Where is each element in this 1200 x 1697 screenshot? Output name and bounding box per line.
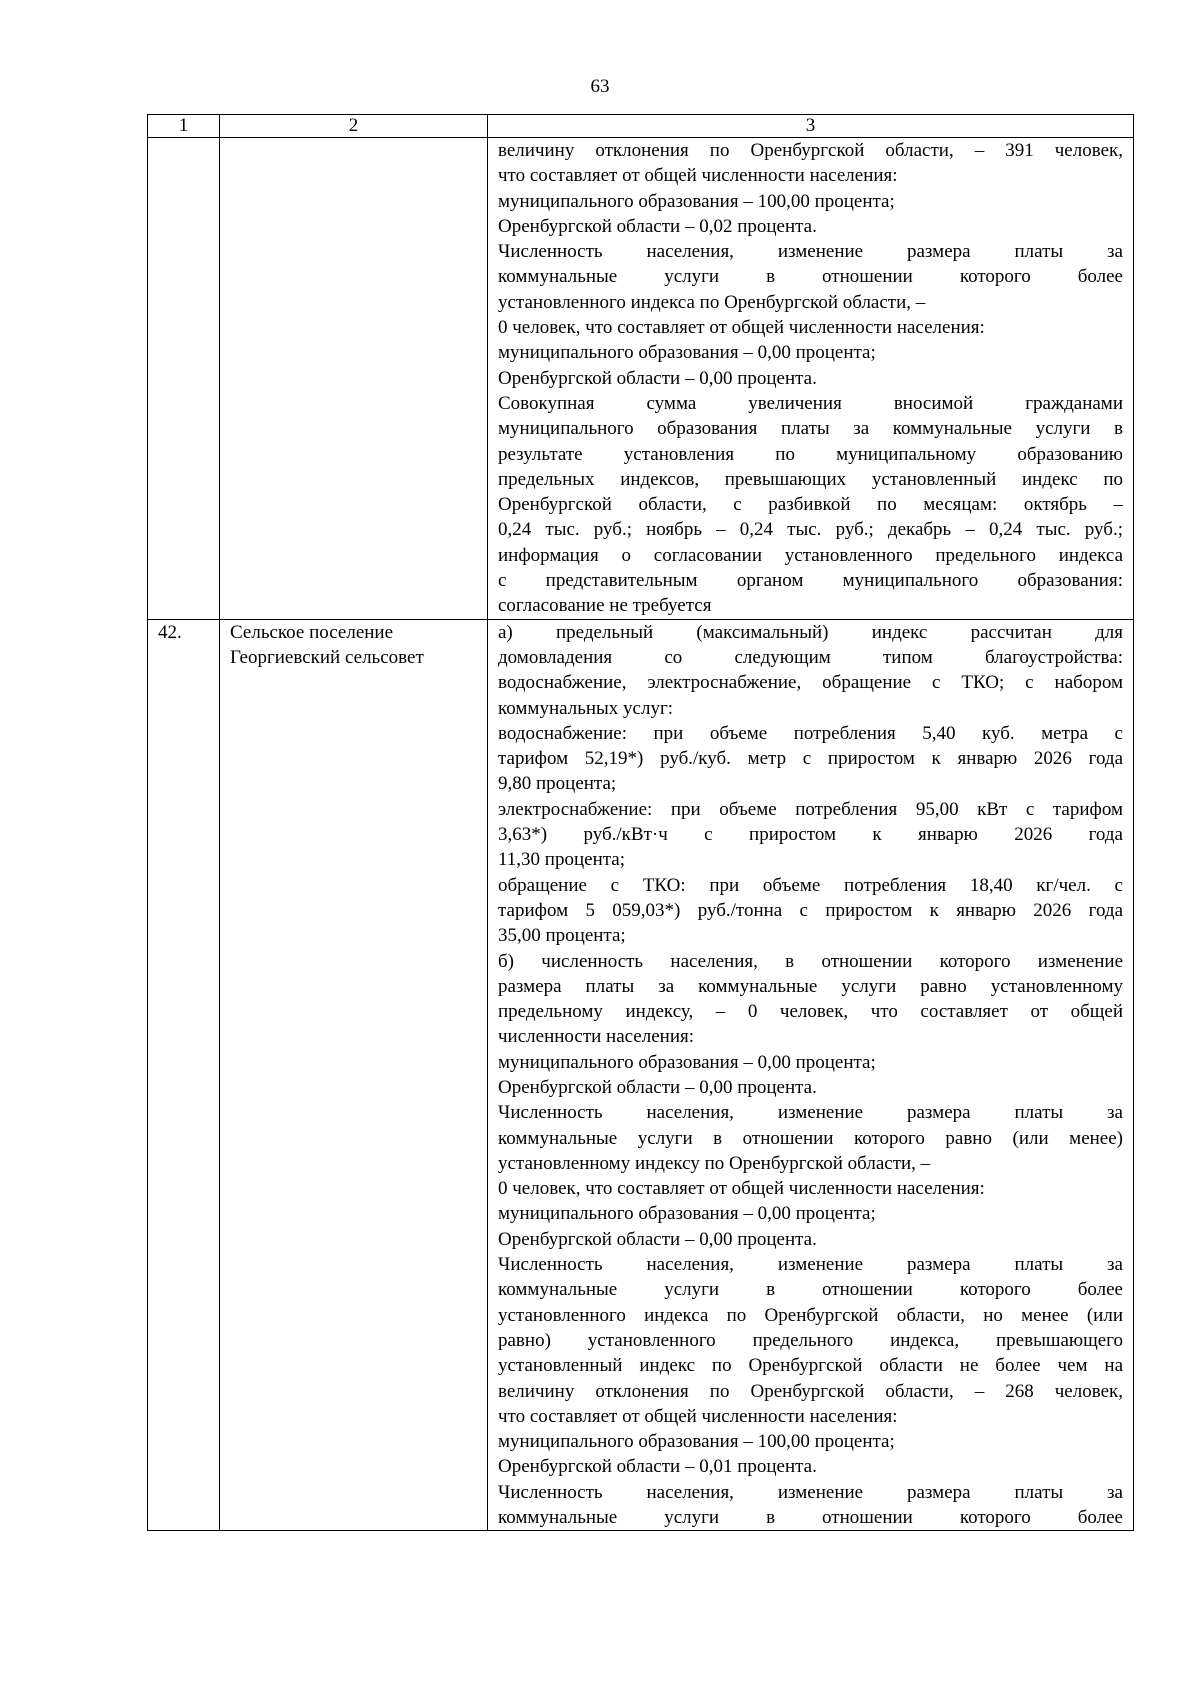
- text-line: с представительным органом муниципального образования:: [498, 570, 1123, 592]
- text-line: тарифом 52,19*) руб./куб. метр с приростом к январю 2026 года: [498, 748, 1123, 770]
- text-line: установленный индекс по Оренбургской области не более чем на: [498, 1355, 1123, 1377]
- text-line: Совокупная сумма увеличения вносимой гражданами: [498, 392, 1123, 414]
- text-line: коммунальные услуги в отношении которого более: [498, 266, 1123, 288]
- text-line: Численность населения, изменение размера платы за: [498, 1254, 1123, 1276]
- text-line: б) численность населения, в отношении которого изменение: [498, 950, 1123, 972]
- text-line: информация о согласовании установленного предельного индекса: [498, 544, 1123, 566]
- text-line: муниципального образования – 100,00 процента;: [498, 1431, 895, 1453]
- row-number-cell: [148, 138, 220, 620]
- text-line: установленного индекса по Оренбургской области, –: [498, 291, 926, 313]
- text-line: 35,00 процента;: [498, 925, 626, 947]
- text-line: а) предельный (максимальный) индекс рассчитан для: [498, 621, 1123, 643]
- column-header-name: 2: [220, 115, 488, 138]
- text-line: величину отклонения по Оренбургской области, – 391 человек,: [498, 140, 1123, 161]
- text-line: 0 человек, что составляет от общей численности населения:: [498, 1178, 985, 1200]
- text-line: 3,63*) руб./кВт·ч с приростом к январю 2026 года: [498, 824, 1123, 846]
- text-line: установленному индексу по Оренбургской области, –: [498, 1152, 931, 1174]
- text-line: что составляет от общей численности населения:: [498, 1405, 898, 1427]
- name-line: Сельское поселение: [230, 621, 394, 643]
- row-description-cell: [488, 138, 1134, 620]
- text-line: обращение с ТКО: при объеме потребления 18,40 кг/чел. с: [498, 874, 1123, 896]
- text-line: муниципального образования – 100,00 процента;: [498, 190, 895, 212]
- text-line: предельному индексу, – 0 человек, что составляет от общей: [498, 1001, 1123, 1023]
- text-line: равно) установленного предельного индекса, превышающего: [498, 1329, 1123, 1351]
- text-line: Оренбургской области – 0,00 процента.: [498, 367, 817, 389]
- text-line: коммунальных услуг:: [498, 697, 674, 719]
- text-line: 0 человек, что составляет от общей численности населения:: [498, 317, 985, 339]
- text-line: результате установления по муниципальному образованию: [498, 443, 1123, 465]
- text-line: 11,30 процента;: [498, 849, 625, 871]
- text-line: муниципального образования – 0,00 процента;: [498, 342, 876, 364]
- table-row-continued: [148, 138, 1134, 620]
- text-line: величину отклонения по Оренбургской области, – 268 человек,: [498, 1380, 1123, 1402]
- row-name-cell: [220, 138, 488, 620]
- text-line: домовладения со следующим типом благоустройства:: [498, 646, 1123, 668]
- text-line: 9,80 процента;: [498, 773, 617, 795]
- text-line: муниципального образования платы за коммунальные услуги в: [498, 418, 1123, 440]
- text-line: размера платы за коммунальные услуги равно установленному: [498, 975, 1123, 997]
- text-line: Оренбургской области – 0,00 процента.: [498, 1076, 817, 1098]
- text-line: коммунальные услуги в отношении которого более: [498, 1279, 1123, 1301]
- text-line: водоснабжение, электроснабжение, обращение с ТКО; с набором: [498, 672, 1123, 694]
- table-header-row: [148, 115, 1134, 138]
- text-line: 0,24 тыс. руб.; ноябрь – 0,24 тыс. руб.; декабрь – 0,24 тыс. руб.;: [498, 519, 1123, 541]
- text-line: Численность населения, изменение размера платы за: [498, 241, 1123, 263]
- text-line: коммунальные услуги в отношении которого более: [498, 1507, 1123, 1529]
- name-line: Георгиевский сельсовет: [230, 646, 424, 668]
- text-line: Численность населения, изменение размера платы за: [498, 1102, 1123, 1124]
- text-line: Оренбургской области – 0,02 процента.: [498, 215, 817, 237]
- row-description-cell: [488, 619, 1134, 1531]
- text-line: Оренбургской области, с разбивкой по месяцам: октябрь –: [498, 494, 1123, 516]
- text-line: муниципального образования – 0,00 процента;: [498, 1203, 876, 1225]
- regulatory-table: [147, 114, 1134, 1531]
- text-line: муниципального образования – 0,00 процента;: [498, 1051, 876, 1073]
- text-line: предельных индексов, превышающих установленный индекс по: [498, 468, 1123, 490]
- text-line: Численность населения, изменение размера платы за: [498, 1481, 1123, 1503]
- text-line: Оренбургской области – 0,01 процента.: [498, 1456, 817, 1478]
- text-line: коммунальные услуги в отношении которого равно (или менее): [498, 1127, 1123, 1149]
- row-name-cell: [220, 619, 488, 1531]
- text-line: установленного индекса по Оренбургской области, но менее (или: [498, 1304, 1123, 1326]
- text-line: что составляет от общей численности населения:: [498, 165, 898, 187]
- row-number-cell: 42.: [148, 619, 220, 1531]
- text-line: численности населения:: [498, 1026, 695, 1048]
- column-header-description: 3: [488, 115, 1134, 138]
- text-line: тарифом 5 059,03*) руб./тонна с приростом к январю 2026 года: [498, 899, 1123, 921]
- text-line: электроснабжение: при объеме потребления 95,00 кВт с тарифом: [498, 798, 1123, 820]
- table-row-42: [148, 619, 1134, 1531]
- text-line: Оренбургской области – 0,00 процента.: [498, 1228, 817, 1250]
- text-line: водоснабжение: при объеме потребления 5,40 куб. метра с: [498, 722, 1123, 744]
- text-line: согласование не требуется: [498, 595, 712, 617]
- column-header-number: 1: [148, 115, 220, 138]
- page-number: 63: [590, 76, 610, 97]
